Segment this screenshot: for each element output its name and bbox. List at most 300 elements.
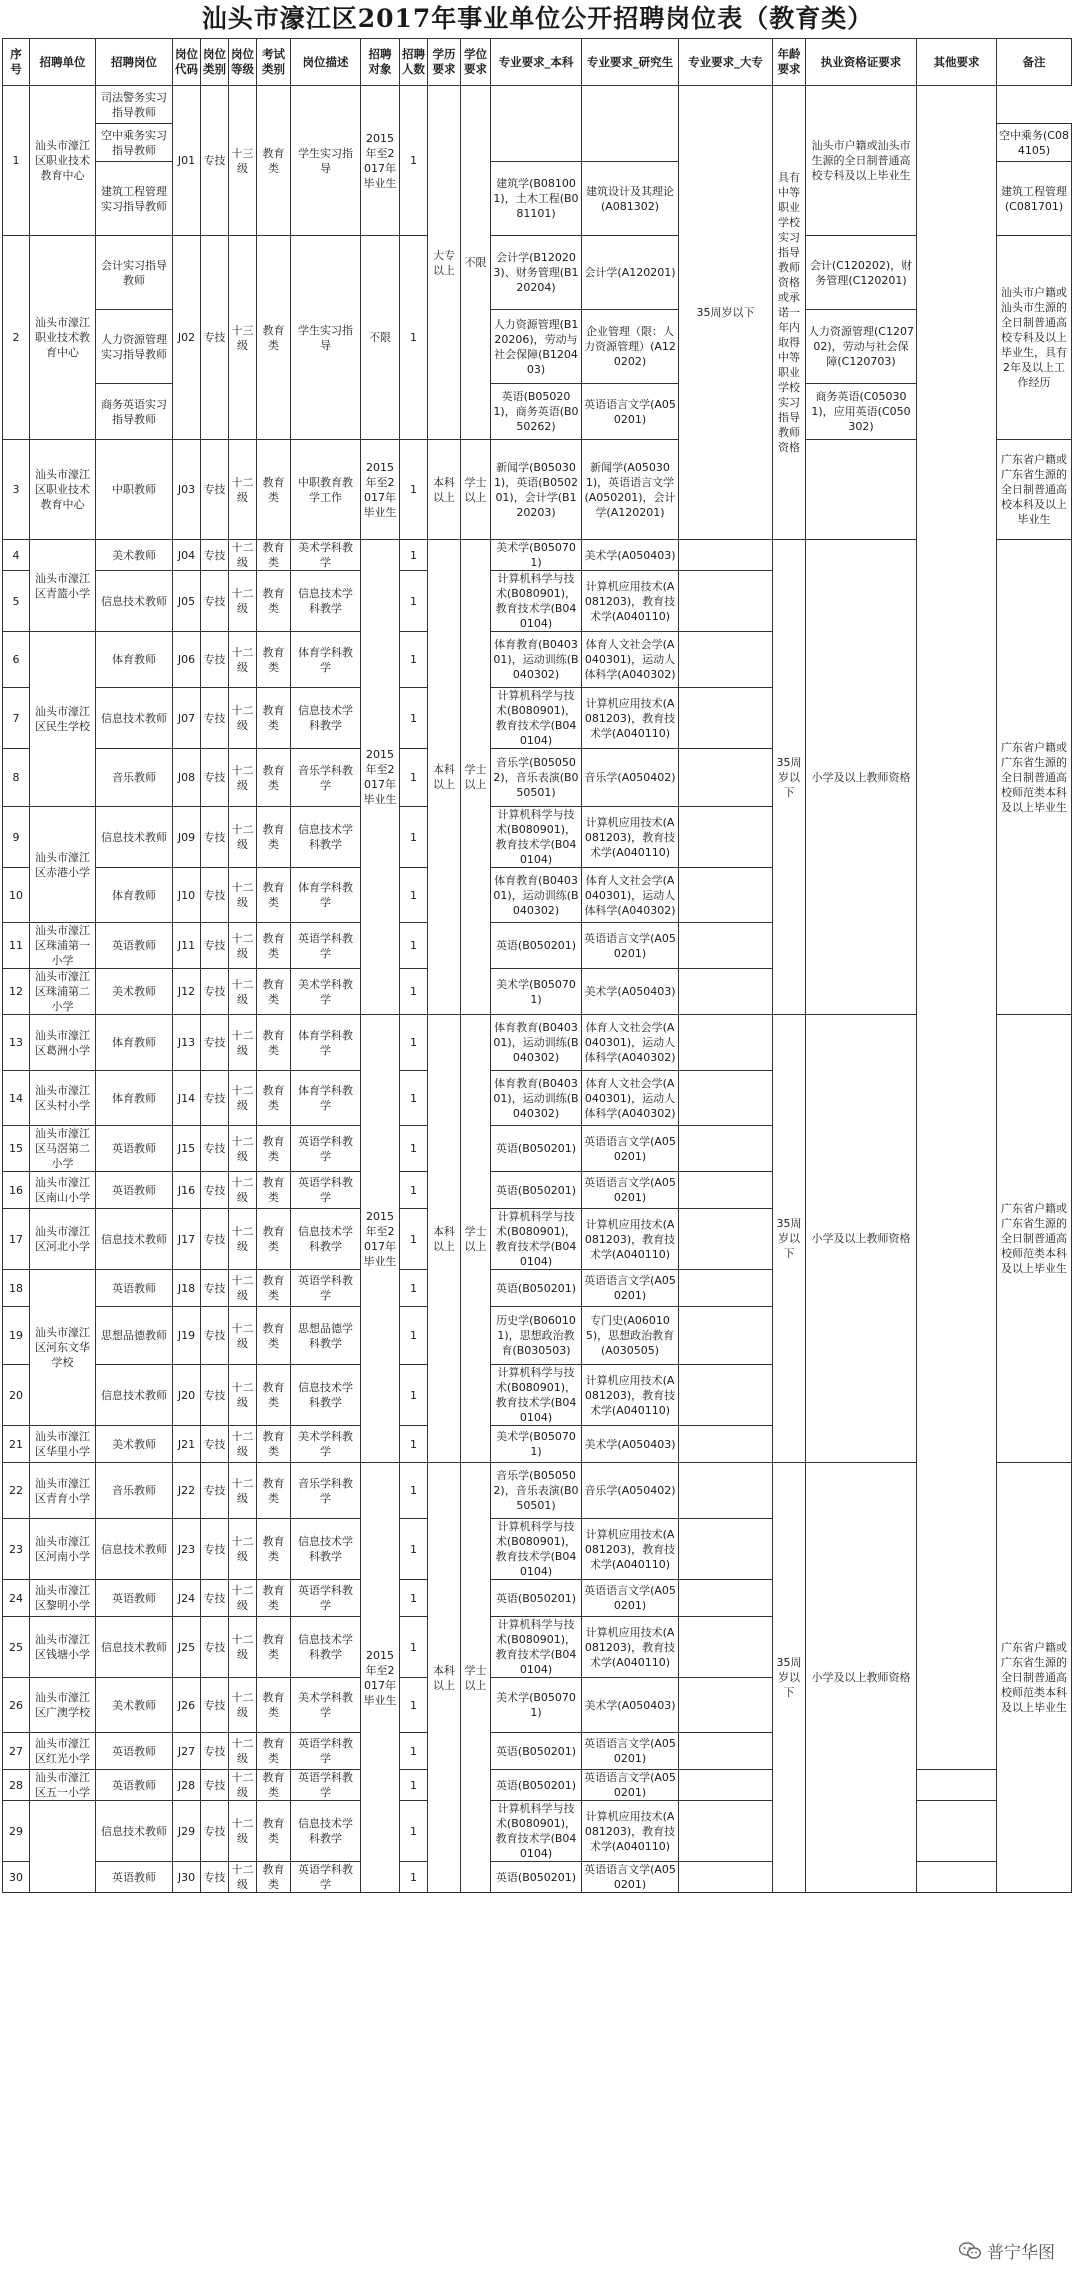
exam-cell: 教育类 [257,1617,291,1678]
category-cell: 专技 [201,923,229,969]
major-undergrad-cell: 计算机科学与技术(B080901)，教育技术学(B040104) [491,1617,582,1678]
exam-cell: 教育类 [257,1209,291,1270]
major-college-cell [679,1678,773,1733]
seq-cell: 14 [3,1071,30,1126]
level-cell: 十二级 [229,1365,257,1426]
unit-cell: 汕头市濠江区葛洲小学 [30,1015,96,1071]
post-cell: 美术教师 [96,1678,173,1733]
category-cell: 专技 [201,688,229,749]
header-cell: 招聘人数 [400,39,428,86]
description-cell: 英语学科教学 [291,1770,361,1801]
unit-cell: 汕头市濠江区华里小学 [30,1426,96,1463]
description-cell: 英语学科教学 [291,923,361,969]
header-cell: 专业要求_大专 [679,39,773,86]
level-cell: 十二级 [229,1519,257,1580]
major-college-cell [679,571,773,632]
post-cell: 美术教师 [96,1426,173,1463]
major-college-cell [679,1365,773,1426]
education-cell: 本科以上 [428,1015,461,1463]
major-undergrad-cell: 英语(B050201) [491,1172,582,1209]
major-undergrad-cell: 英语(B050201) [491,923,582,969]
post-cell: 司法警务实习指导教师 [96,86,173,124]
major-undergrad-cell: 音乐学(B050502)，音乐表演(B050501) [491,749,582,807]
exam-cell: 教育类 [257,1307,291,1365]
description-cell: 英语学科教学 [291,1270,361,1307]
code-cell: J18 [173,1270,201,1307]
target-cell: 2015年至2017年毕业生 [361,1015,400,1463]
category-cell: 专技 [201,749,229,807]
header-cell: 岗位描述 [291,39,361,86]
major-graduate-cell: 计算机应用技术(A081203)，教育技术学(A040110) [582,1365,679,1426]
degree-cell: 学士以上 [461,440,491,540]
code-cell: J09 [173,807,201,868]
category-cell: 专技 [201,807,229,868]
table-row [3,86,1072,124]
level-cell: 十二级 [229,571,257,632]
certificate-cell: 小学及以上教师资格 [806,1463,917,1893]
target-cell: 2015年至2017年毕业生 [361,86,400,236]
seq-cell: 6 [3,632,30,688]
seq-cell: 11 [3,923,30,969]
code-cell: J20 [173,1365,201,1426]
unit-cell: 汕头市濠江区职业技术教育中心 [30,86,96,236]
header-cell: 学历要求 [428,39,461,86]
table-row [3,384,1072,440]
major-college-cell [679,1733,773,1770]
code-cell: J12 [173,969,201,1015]
table-row [3,236,1072,310]
code-cell: J25 [173,1617,201,1678]
certificate-cell: 具有中等职业学校实习指导教师资格或承诺一年内取得中等职业学校实习指导教师资格 [773,86,806,540]
exam-cell: 教育类 [257,807,291,868]
level-cell: 十二级 [229,1307,257,1365]
other-requirement-cell: 广东省户籍或广东省生源的全日制普通高校师范类本科及以上毕业生 [997,1015,1072,1463]
unit-cell: 汕头市濠江区头村小学 [30,1071,96,1126]
major-graduate-cell: 计算机应用技术(A081203)，教育技术学(A040110) [582,807,679,868]
major-college-cell [806,440,917,540]
header-cell: 专业要求_本科 [491,39,582,86]
target-cell: 2015年至2017年毕业生 [361,540,400,1015]
count-cell: 1 [400,1426,428,1463]
major-graduate-cell: 会计学(A120201) [582,236,679,310]
count-cell: 1 [400,1801,428,1862]
description-cell: 美术学科教学 [291,1678,361,1733]
table-row [3,1463,1072,1519]
description-cell: 学生实习指导 [291,86,361,236]
count-cell: 1 [400,1209,428,1270]
count-cell: 1 [400,923,428,969]
description-cell: 体育学科教学 [291,868,361,923]
post-cell: 英语教师 [96,1862,173,1893]
seq-cell: 30 [3,1862,30,1893]
major-graduate-cell: 新闻学(A050301)，英语语言文学(A050201)，会计学(A120201) [582,440,679,540]
exam-cell: 教育类 [257,1678,291,1733]
description-cell: 音乐学科教学 [291,1463,361,1519]
major-undergrad-cell: 体育教育(B040301)，运动训练(B040302) [491,1071,582,1126]
major-graduate-cell: 英语语言文学(A050201) [582,1862,679,1893]
level-cell: 十二级 [229,632,257,688]
seq-cell: 20 [3,1365,30,1426]
major-graduate-cell: 英语语言文学(A050201) [582,384,679,440]
major-college-cell [679,540,773,571]
exam-cell: 教育类 [257,571,291,632]
level-cell: 十二级 [229,440,257,540]
major-college-cell [679,1209,773,1270]
description-cell: 英语学科教学 [291,1172,361,1209]
count-cell: 1 [400,440,428,540]
category-cell: 专技 [201,1770,229,1801]
major-undergrad-cell: 美术学(B050701) [491,540,582,571]
major-college-cell [679,1617,773,1678]
code-cell: J24 [173,1580,201,1617]
major-college-cell [679,1801,773,1862]
code-cell: J21 [173,1426,201,1463]
post-cell: 信息技术教师 [96,1617,173,1678]
post-cell: 英语教师 [96,1770,173,1801]
description-cell: 体育学科教学 [291,1071,361,1126]
target-cell: 2015年至2017年毕业生 [361,440,400,540]
wechat-icon [959,2242,981,2260]
major-graduate-cell: 英语语言文学(A050201) [582,1172,679,1209]
major-graduate-cell: 美术学(A050403) [582,969,679,1015]
major-college-cell: 商务英语(C050301)，应用英语(C050302) [806,384,917,440]
code-cell: J08 [173,749,201,807]
major-undergrad-cell: 体育教育(B040301)，运动训练(B040302) [491,632,582,688]
description-cell: 英语学科教学 [291,1733,361,1770]
unit-cell: 汕头市濠江区钱塘小学 [30,1617,96,1678]
code-cell: J11 [173,923,201,969]
description-cell: 美术学科教学 [291,1426,361,1463]
category-cell: 专技 [201,1270,229,1307]
level-cell: 十二级 [229,1801,257,1862]
level-cell: 十二级 [229,1733,257,1770]
seq-cell: 13 [3,1015,30,1071]
header-cell: 招聘单位 [30,39,96,86]
code-cell: J02 [173,236,201,440]
major-undergrad-cell: 体育教育(B040301)，运动训练(B040302) [491,868,582,923]
category-cell: 专技 [201,1172,229,1209]
category-cell: 专技 [201,236,229,440]
code-cell: J03 [173,440,201,540]
post-cell: 信息技术教师 [96,571,173,632]
level-cell: 十二级 [229,1015,257,1071]
major-college-cell [679,1071,773,1126]
major-college-cell: 空中乘务(C084105) [997,124,1072,162]
exam-cell: 教育类 [257,923,291,969]
major-undergrad-cell: 英语(B050201) [491,1126,582,1172]
description-cell: 信息技术学科教学 [291,1365,361,1426]
level-cell: 十二级 [229,868,257,923]
exam-cell: 教育类 [257,1126,291,1172]
category-cell: 专技 [201,1617,229,1678]
header-cell: 专业要求_研究生 [582,39,679,86]
level-cell: 十二级 [229,1580,257,1617]
seq-cell: 2 [3,236,30,440]
code-cell: J30 [173,1862,201,1893]
major-college-cell [679,807,773,868]
age-cell: 35周岁以下 [679,86,773,540]
post-cell: 信息技术教师 [96,688,173,749]
post-cell: 英语教师 [96,1733,173,1770]
count-cell: 1 [400,1678,428,1733]
major-undergrad-cell: 英语(B050201) [491,1862,582,1893]
unit-cell: 汕头市濠江区河东文华学校 [30,1270,96,1426]
code-cell: J07 [173,688,201,749]
seq-cell: 8 [3,749,30,807]
degree-cell: 不限 [461,86,491,440]
major-college-cell [679,1126,773,1172]
major-college-cell [679,1770,773,1801]
table-row [3,540,1072,571]
level-cell: 十三级 [229,86,257,236]
post-cell: 人力资源管理实习指导教师 [96,310,173,384]
header-cell: 岗位代码 [173,39,201,86]
description-cell: 美术学科教学 [291,540,361,571]
major-graduate-cell: 美术学(A050403) [582,540,679,571]
count-cell: 1 [400,1071,428,1126]
seq-cell: 28 [3,1770,30,1801]
category-cell: 专技 [201,1209,229,1270]
code-cell: J19 [173,1307,201,1365]
major-college-cell [679,1862,773,1893]
unit-cell: 汕头市濠江职业技术教育中心 [30,236,96,440]
description-cell: 英语学科教学 [291,1126,361,1172]
post-cell: 建筑工程管理实习指导教师 [96,162,173,236]
recruitment-table [2,38,1072,1893]
category-cell: 专技 [201,1126,229,1172]
unit-cell: 汕头市濠江区河南小学 [30,1519,96,1580]
other-requirement-cell: 汕头市户籍或汕头市生源的全日制普通高校专科及以上毕业生，具有2年及以上工作经历 [997,236,1072,440]
unit-cell: 汕头市濠江区珠浦第二小学 [30,969,96,1015]
major-college-cell [679,923,773,969]
major-graduate-cell: 计算机应用技术(A081203)，教育技术学(A040110) [582,1801,679,1862]
major-undergrad-cell: 美术学(B050701) [491,1426,582,1463]
seq-cell: 17 [3,1209,30,1270]
major-graduate-cell: 美术学(A050403) [582,1678,679,1733]
description-cell: 信息技术学科教学 [291,688,361,749]
description-cell: 英语学科教学 [291,1580,361,1617]
exam-cell: 教育类 [257,688,291,749]
other-requirement-cell: 广东省户籍或广东省生源的全日制普通高校师范类本科及以上毕业生 [997,540,1072,1015]
code-cell: J26 [173,1678,201,1733]
count-cell: 1 [400,1307,428,1365]
exam-cell: 教育类 [257,236,291,440]
level-cell: 十二级 [229,1770,257,1801]
certificate-cell: 小学及以上教师资格 [806,540,917,1015]
exam-cell: 教育类 [257,1519,291,1580]
post-cell: 会计实习指导教师 [96,236,173,310]
major-college-cell: 会计(C120202)，财务管理(C120201) [806,236,917,310]
unit-cell: 汕头市濠江区赤港小学 [30,807,96,923]
category-cell: 专技 [201,1862,229,1893]
unit-cell: 汕头市濠江区青篮小学 [30,540,96,632]
major-graduate-cell: 计算机应用技术(A081203)，教育技术学(A040110) [582,571,679,632]
seq-cell: 19 [3,1307,30,1365]
major-graduate-cell: 体育人文社会学(A040301)，运动人体科学(A040302) [582,1015,679,1071]
description-cell: 音乐学科教学 [291,749,361,807]
major-undergrad-cell: 计算机科学与技术(B080901)，教育技术学(B040104) [491,1209,582,1270]
major-undergrad-cell: 新闻学(B050301)，英语(B050201)，会计学(B120203) [491,440,582,540]
major-undergrad-cell: 英语(B050201) [491,1770,582,1801]
count-cell: 1 [400,1126,428,1172]
level-cell: 十二级 [229,969,257,1015]
unit-cell: 汕头市濠江区五一小学 [30,1770,96,1801]
major-undergrad-cell: 美术学(B050701) [491,1678,582,1733]
category-cell: 专技 [201,868,229,923]
major-graduate-cell: 英语语言文学(A050201) [582,1580,679,1617]
level-cell: 十二级 [229,540,257,571]
description-cell: 信息技术学科教学 [291,1519,361,1580]
major-college-cell [679,1580,773,1617]
level-cell: 十二级 [229,807,257,868]
seq-cell: 4 [3,540,30,571]
major-graduate-cell: 体育人文社会学(A040301)，运动人体科学(A040302) [582,1071,679,1126]
exam-cell: 教育类 [257,868,291,923]
major-undergrad-cell: 计算机科学与技术(B080901)，教育技术学(B040104) [491,688,582,749]
major-college-cell [679,1172,773,1209]
unit-cell: 汕头市濠江区珠浦第一小学 [30,923,96,969]
category-cell: 专技 [201,1307,229,1365]
exam-cell: 教育类 [257,1071,291,1126]
code-cell: J27 [173,1733,201,1770]
major-undergrad-cell [491,86,582,162]
seq-cell: 18 [3,1270,30,1307]
major-college-cell [679,868,773,923]
unit-cell: 汕头市濠江区青育小学 [30,1463,96,1519]
description-cell: 中职教育教学工作 [291,440,361,540]
header-cell: 其他要求 [917,39,997,86]
code-cell: J16 [173,1172,201,1209]
post-cell: 信息技术教师 [96,1519,173,1580]
exam-cell: 教育类 [257,749,291,807]
description-cell: 信息技术学科教学 [291,807,361,868]
post-cell: 体育教师 [96,868,173,923]
header-cell: 年龄要求 [773,39,806,86]
post-cell: 信息技术教师 [96,1801,173,1862]
major-college-cell [679,749,773,807]
header-cell: 序号 [3,39,30,86]
education-cell: 本科以上 [428,540,461,1015]
note-cell [917,1801,997,1862]
code-cell: J15 [173,1126,201,1172]
count-cell: 1 [400,632,428,688]
header-cell: 招聘对象 [361,39,400,86]
major-college-cell [679,969,773,1015]
count-cell: 1 [400,1172,428,1209]
code-cell: J28 [173,1770,201,1801]
degree-cell: 学士以上 [461,1015,491,1463]
code-cell: J13 [173,1015,201,1071]
major-undergrad-cell: 音乐学(B050502)，音乐表演(B050501) [491,1463,582,1519]
unit-cell [30,1801,96,1893]
major-college-cell [679,1426,773,1463]
category-cell: 专技 [201,1071,229,1126]
count-cell: 1 [400,86,428,236]
unit-cell: 汕头市濠江区马滘第二小学 [30,1126,96,1172]
category-cell: 专技 [201,571,229,632]
description-cell: 学生实习指导 [291,236,361,440]
code-cell: J01 [173,86,201,236]
description-cell: 体育学科教学 [291,632,361,688]
other-requirement-cell: 汕头市户籍或汕头市生源的全日制普通高校专科及以上毕业生 [806,86,917,236]
major-college-cell: 人力资源管理(C120702)，劳动与社会保障(C120703) [806,310,917,384]
other-requirement-cell: 广东省户籍或广东省生源的全日制普通高校本科及以上毕业生 [997,440,1072,540]
major-graduate-cell: 企业管理（限：人力资源管理）(A120202) [582,310,679,384]
major-graduate-cell: 英语语言文学(A050201) [582,923,679,969]
count-cell: 1 [400,571,428,632]
count-cell: 1 [400,688,428,749]
post-cell: 信息技术教师 [96,807,173,868]
age-cell: 35周岁以下 [773,1015,806,1463]
category-cell: 专技 [201,540,229,571]
category-cell: 专技 [201,1678,229,1733]
seq-cell: 23 [3,1519,30,1580]
count-cell: 1 [400,1270,428,1307]
major-graduate-cell: 计算机应用技术(A081203)，教育技术学(A040110) [582,1519,679,1580]
exam-cell: 教育类 [257,1365,291,1426]
level-cell: 十二级 [229,1209,257,1270]
category-cell: 专技 [201,1463,229,1519]
exam-cell: 教育类 [257,1426,291,1463]
exam-cell: 教育类 [257,1733,291,1770]
major-graduate-cell: 体育人文社会学(A040301)，运动人体科学(A040302) [582,632,679,688]
level-cell: 十二级 [229,1172,257,1209]
header-cell: 岗位等级 [229,39,257,86]
code-cell: J05 [173,571,201,632]
major-undergrad-cell: 计算机科学与技术(B080901)，教育技术学(B040104) [491,1801,582,1862]
count-cell: 1 [400,1733,428,1770]
post-cell: 美术教师 [96,540,173,571]
table-row [3,1015,1072,1071]
level-cell: 十二级 [229,1071,257,1126]
major-undergrad-cell: 计算机科学与技术(B080901)，教育技术学(B040104) [491,807,582,868]
count-cell: 1 [400,1580,428,1617]
post-cell: 美术教师 [96,969,173,1015]
header-row [3,39,1072,86]
code-cell: J22 [173,1463,201,1519]
major-undergrad-cell: 计算机科学与技术(B080901)，教育技术学(B040104) [491,1519,582,1580]
exam-cell: 教育类 [257,632,291,688]
description-cell: 美术学科教学 [291,969,361,1015]
major-undergrad-cell: 英语(B050201) [491,1733,582,1770]
major-college-cell [679,1270,773,1307]
seq-cell: 10 [3,868,30,923]
description-cell: 体育学科教学 [291,1015,361,1071]
major-graduate-cell: 音乐学(A050402) [582,749,679,807]
major-college-cell [679,1307,773,1365]
level-cell: 十二级 [229,688,257,749]
header-cell: 学位要求 [461,39,491,86]
exam-cell: 教育类 [257,1463,291,1519]
count-cell: 1 [400,868,428,923]
count-cell: 1 [400,540,428,571]
exam-cell: 教育类 [257,1270,291,1307]
post-cell: 体育教师 [96,1071,173,1126]
level-cell: 十二级 [229,1678,257,1733]
description-cell: 信息技术学科教学 [291,1617,361,1678]
level-cell: 十二级 [229,1463,257,1519]
education-cell: 本科以上 [428,1463,461,1893]
count-cell: 1 [400,1862,428,1893]
exam-cell: 教育类 [257,969,291,1015]
major-graduate-cell: 英语语言文学(A050201) [582,1733,679,1770]
exam-cell: 教育类 [257,1015,291,1071]
count-cell: 1 [400,1015,428,1071]
seq-cell: 29 [3,1801,30,1862]
unit-cell: 汕头市濠江区广澳学校 [30,1678,96,1733]
seq-cell: 21 [3,1426,30,1463]
major-college-cell [679,688,773,749]
